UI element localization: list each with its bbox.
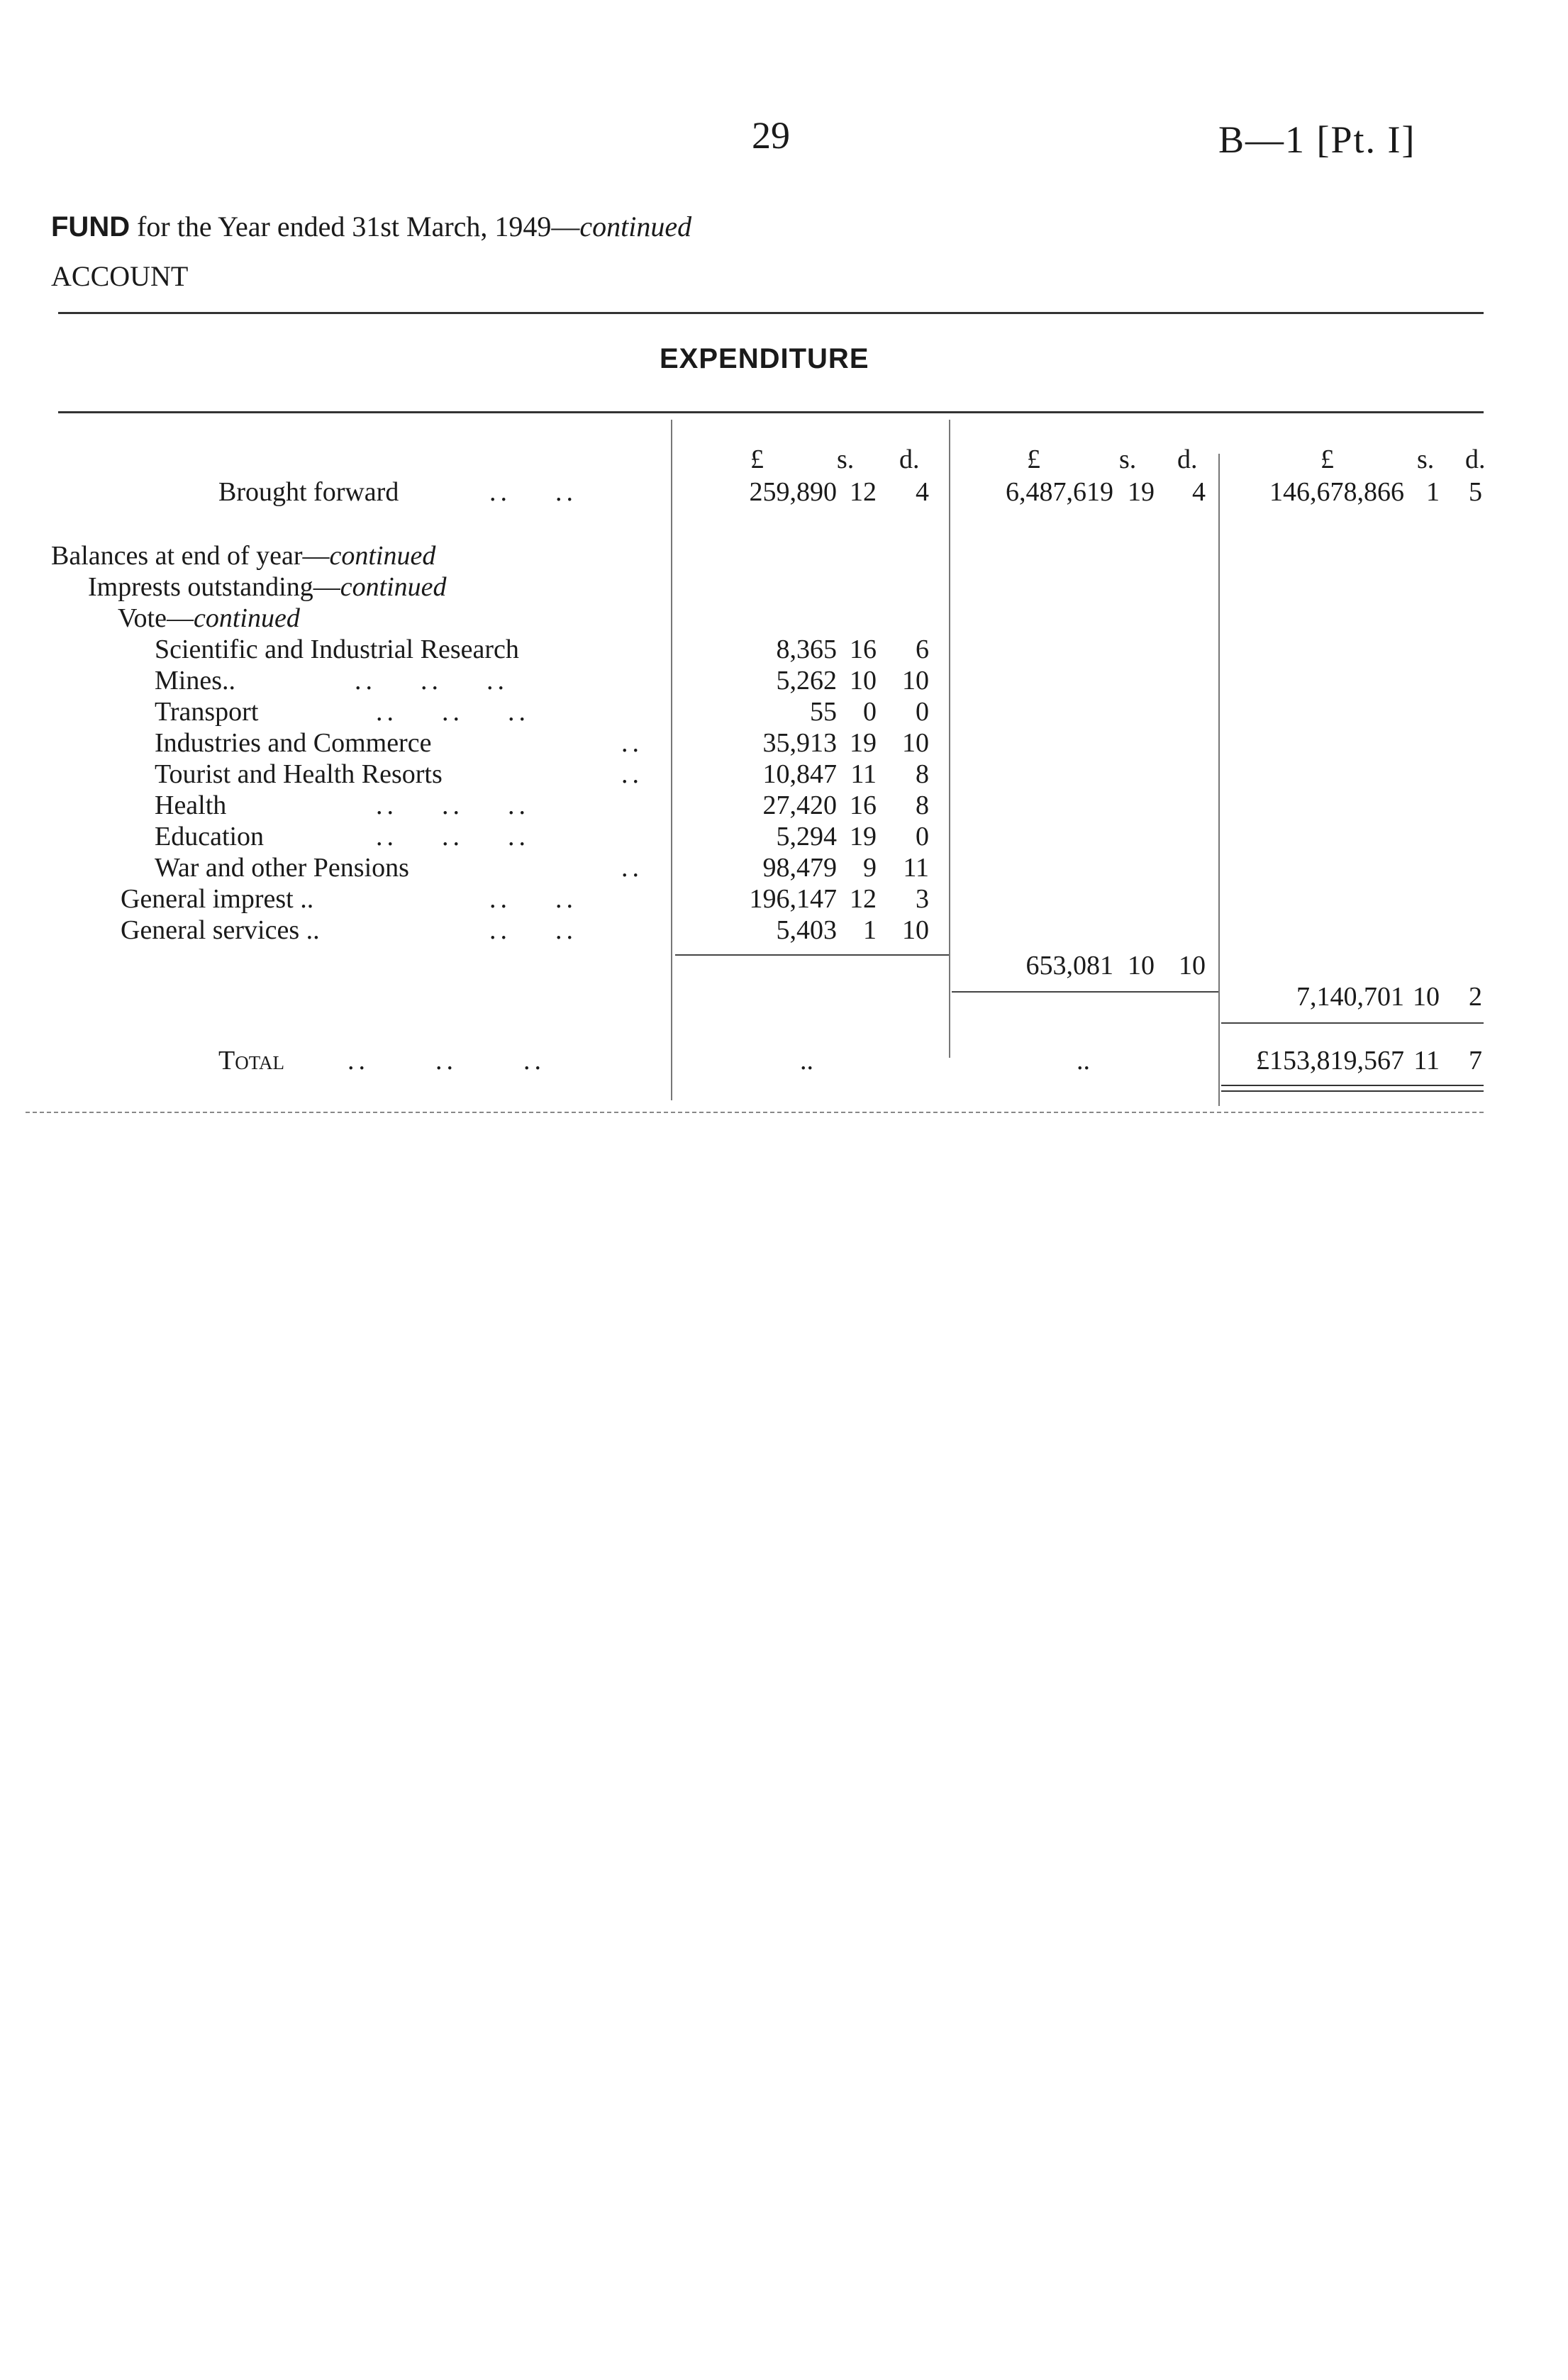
leader-dots: ..	[621, 728, 643, 758]
total-col2: ..	[1077, 1046, 1090, 1076]
account-heading: ACCOUNT	[51, 260, 189, 292]
amount-pounds: £153,819,567	[1256, 1046, 1404, 1076]
amount-pence: 5	[1469, 477, 1482, 507]
amount-shillings: 1	[1426, 477, 1440, 507]
amount-pounds: 5,262	[776, 666, 837, 695]
imprests-heading	[88, 571, 447, 603]
amount-shillings: 16	[850, 790, 877, 820]
amount-pence: 11	[903, 853, 929, 883]
heading-text: Balances at end of year—	[51, 541, 330, 571]
amount-pounds: 196,147	[749, 884, 837, 914]
amount-pounds: 55	[810, 697, 837, 727]
pound-symbol: £	[1320, 445, 1334, 474]
leader-dots: .. .. ..	[376, 697, 530, 727]
shillings-symbol: s.	[1417, 445, 1435, 474]
heading-italic: continued	[329, 541, 436, 571]
fund-heading-italic: continued	[579, 211, 692, 242]
amount-shillings: 0	[863, 697, 877, 727]
amount-shillings: 9	[863, 853, 877, 883]
amount-pence: 8	[916, 790, 929, 820]
amount-pounds: 98,479	[762, 853, 837, 883]
amount-shillings: 10	[850, 666, 877, 695]
row-label: General services ..	[121, 915, 320, 945]
amount-shillings: 19	[850, 822, 877, 851]
heading-italic: continued	[340, 572, 447, 602]
page-number: 29	[752, 114, 790, 157]
amount-pounds: 27,420	[762, 790, 837, 820]
vote-heading	[118, 603, 300, 634]
row-label: War and other Pensions	[155, 853, 409, 883]
amount-shillings: 16	[850, 635, 877, 664]
row-label: Mines..	[155, 666, 235, 695]
amount-pence: 3	[916, 884, 929, 914]
amount-shillings: 19	[1128, 477, 1155, 507]
row-label: Scientific and Industrial Research	[155, 635, 519, 664]
bottom-rule	[26, 1112, 1484, 1113]
amount-shillings: 11	[1413, 1046, 1440, 1076]
row-label: Health	[155, 790, 227, 820]
col3-sum-rule	[1221, 1022, 1484, 1024]
leader-dots: .. .. ..	[355, 666, 508, 695]
total-double-rule-1	[1221, 1085, 1484, 1086]
amount-pounds: 259,890	[749, 477, 837, 507]
amount-pence: 10	[902, 728, 929, 758]
amount-shillings: 12	[850, 884, 877, 914]
title-rule	[58, 411, 1484, 413]
amount-shillings: 19	[850, 728, 877, 758]
pence-symbol: d.	[1177, 445, 1198, 474]
amount-pounds: 5,403	[776, 915, 837, 945]
row-label: Transport	[155, 697, 259, 727]
amount-pence: 10	[902, 915, 929, 945]
total-label: Total	[218, 1046, 285, 1076]
shillings-symbol: s.	[837, 445, 855, 474]
amount-shillings: 1	[863, 915, 877, 945]
leader-dots: ..	[621, 853, 643, 883]
amount-shillings: 10	[1413, 982, 1440, 1012]
amount-pence: 2	[1469, 982, 1482, 1012]
amount-shillings: 11	[850, 759, 877, 789]
row-label: Education	[155, 822, 265, 851]
amount-pence: 10	[1179, 951, 1206, 981]
leader-dots: .. ..	[489, 915, 577, 945]
fund-heading-text: for the Year ended 31st March, 1949—	[130, 211, 580, 242]
amount-pence: 0	[916, 697, 929, 727]
leader-dots: .. .. ..	[376, 822, 530, 851]
top-rule	[58, 312, 1484, 314]
heading-text: Vote—	[118, 603, 194, 633]
total-double-rule-2	[1221, 1090, 1484, 1092]
amount-pence: 4	[916, 477, 929, 507]
amount-shillings: 10	[1128, 951, 1155, 981]
amount-pence: 10	[902, 666, 929, 695]
total-col1: ..	[800, 1046, 813, 1076]
amount-shillings: 12	[850, 477, 877, 507]
row-label: General imprest ..	[121, 884, 314, 914]
amount-pence: 8	[916, 759, 929, 789]
leader-dots: .. .. ..	[347, 1046, 545, 1076]
col2-sum-rule	[952, 991, 1218, 993]
row-label: Industries and Commerce	[155, 728, 432, 758]
heading-italic: continued	[193, 603, 300, 633]
shillings-symbol: s.	[1119, 445, 1137, 474]
amount-pounds: 8,365	[776, 635, 837, 664]
leader-dots: .. .. ..	[376, 790, 530, 820]
section-title: EXPENDITURE	[660, 343, 869, 374]
pence-symbol: d.	[899, 445, 920, 474]
balances-heading	[51, 540, 435, 571]
amount-pounds: 5,294	[776, 822, 837, 851]
row-label: Brought forward	[218, 477, 399, 507]
amount-pounds: 10,847	[762, 759, 837, 789]
pound-symbol: £	[750, 445, 764, 474]
fund-heading	[51, 210, 691, 243]
amount-pence: 0	[916, 822, 929, 851]
fund-heading-bold: FUND	[51, 211, 130, 242]
pence-symbol: d.	[1465, 445, 1486, 474]
amount-pounds: 653,081	[1025, 951, 1113, 981]
heading-text: Imprests outstanding—	[88, 572, 340, 602]
amount-pence: 7	[1469, 1046, 1482, 1076]
amount-pounds: 7,140,701	[1296, 982, 1404, 1012]
amount-pence: 4	[1192, 477, 1206, 507]
leader-dots: .. ..	[489, 477, 577, 507]
pound-symbol: £	[1027, 445, 1040, 474]
col1-sum-rule	[675, 954, 949, 956]
amount-pounds: 6,487,619	[1006, 477, 1113, 507]
leader-dots: .. ..	[489, 884, 577, 914]
page-reference: B—1 [Pt. I]	[1218, 118, 1416, 161]
column-divider-1	[671, 420, 672, 1100]
row-label: Tourist and Health Resorts	[155, 759, 443, 789]
leader-dots: ..	[621, 759, 643, 789]
amount-pence: 6	[916, 635, 929, 664]
amount-pounds: 35,913	[762, 728, 837, 758]
amount-pounds: 146,678,866	[1269, 477, 1404, 507]
